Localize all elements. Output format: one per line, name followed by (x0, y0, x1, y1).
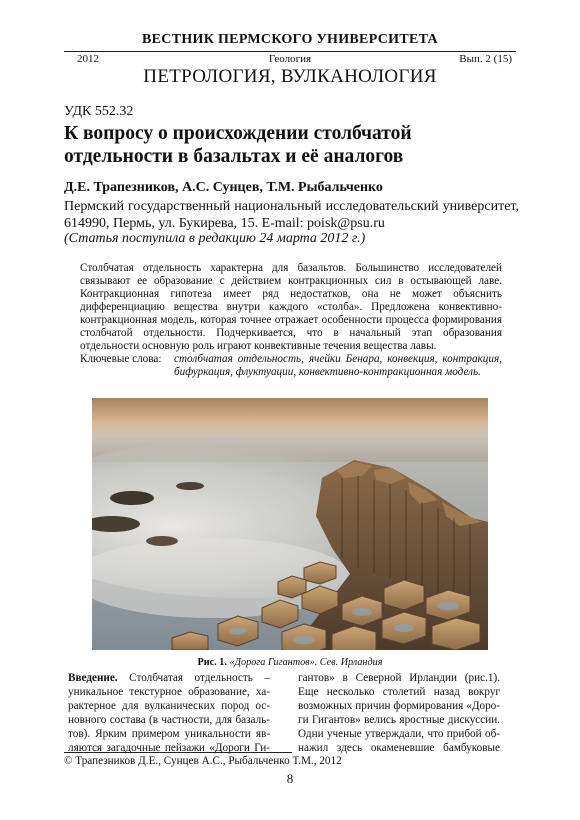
header-year: 2012 (77, 53, 99, 65)
section-title: ПЕТРОЛОГИЯ, ВУЛКАНОЛОГИЯ (143, 66, 437, 87)
copyright: © Трапезников Д.Е., Сунцев А.С., Рыбальченко Т.М., 2012 (64, 755, 342, 767)
body-line: Еще несколько столетий назад вокруг (298, 686, 500, 698)
affiliation: Пермский государственный национальный исследовательский университет, 614990, Пермь, ул. Букирева, 15. E-mail: poisk@psu.ru (64, 199, 519, 231)
page-number: 8 (286, 771, 294, 786)
header-issue: Вып. 2 (15) (459, 53, 512, 65)
body-line: рактерное для вулканических пород ос- (68, 700, 270, 712)
abstract: Столбчатая отдельность характерна для базальтов. Большинство исследователей связывают ее образование с действием контракционных сил в остывающей лаве. Контракционная гипотеза имеет ряд недостатков, она не может объяснить дифференциацию вещества внутри каждого «столба». Предложена конвективно-контракционная модель, которая точнее отражает особенности процесса формирования столбчатой отдельности. Подчеркивается, что в начальный этап образования отдельности основную роль играют конвективные течения вещества лавы. (80, 262, 502, 352)
header-rule (64, 51, 516, 52)
footnote-rule (64, 752, 292, 753)
body-column-right (298, 671, 500, 755)
body-line (68, 671, 270, 685)
figure-photo (92, 398, 488, 650)
body-line: ляются загадочные пейзажи «Дороги Ги- (68, 742, 270, 754)
udk-code: УДК 552.32 (64, 104, 134, 119)
body-line: нажил здесь окаменевшие бамбуковые (298, 742, 500, 754)
intro-heading: Введение. (68, 672, 118, 684)
keywords-label: Ключевые слова: (80, 353, 162, 365)
body-line: гантов» в Северной Ирландии (рис.1). (298, 672, 500, 684)
figure-caption-label: Рис. 1. (197, 657, 227, 668)
header-subject: Геология (268, 53, 312, 65)
authors: Д.Е. Трапезников, А.С. Сунцев, Т.М. Рыбальченко (64, 180, 383, 195)
body-line: уникальное текстурное образование, ха- (68, 686, 270, 698)
figure-caption (0, 657, 580, 668)
giants-causeway-photo (92, 398, 488, 650)
body-line: новного состава (в частности, для базаль- (68, 714, 270, 726)
body-line: тов). Ярким примером уникальности яв- (68, 728, 270, 740)
figure-caption-text: «Дорога Гигантов». Сев. Ирландия (229, 657, 383, 668)
body-line: ги Гигантов» велись яростные дискуссии. (298, 714, 500, 726)
article-title: К вопросу о происхождении столбчатой отдельности в базальтах и её аналогов (64, 123, 412, 167)
body-line: Одни ученые утверждали, что прибой об- (298, 728, 500, 740)
received-date: (Статья поступила в редакцию 24 марта 2012 г.) (64, 231, 366, 246)
body-line: возможных причин формирования «Доро- (298, 700, 500, 712)
keywords: столбчатая отдельность, ячейки Бенара, конвекция, контракция, бифуркация, флуктуации, конвективно-контракционная модель. (174, 353, 502, 378)
body-line-text: Столбчатая отдельность – (129, 672, 270, 684)
body-column-left (68, 671, 270, 755)
journal-title: ВЕСТНИК ПЕРМСКОГО УНИВЕРСИТЕТА (142, 32, 438, 47)
